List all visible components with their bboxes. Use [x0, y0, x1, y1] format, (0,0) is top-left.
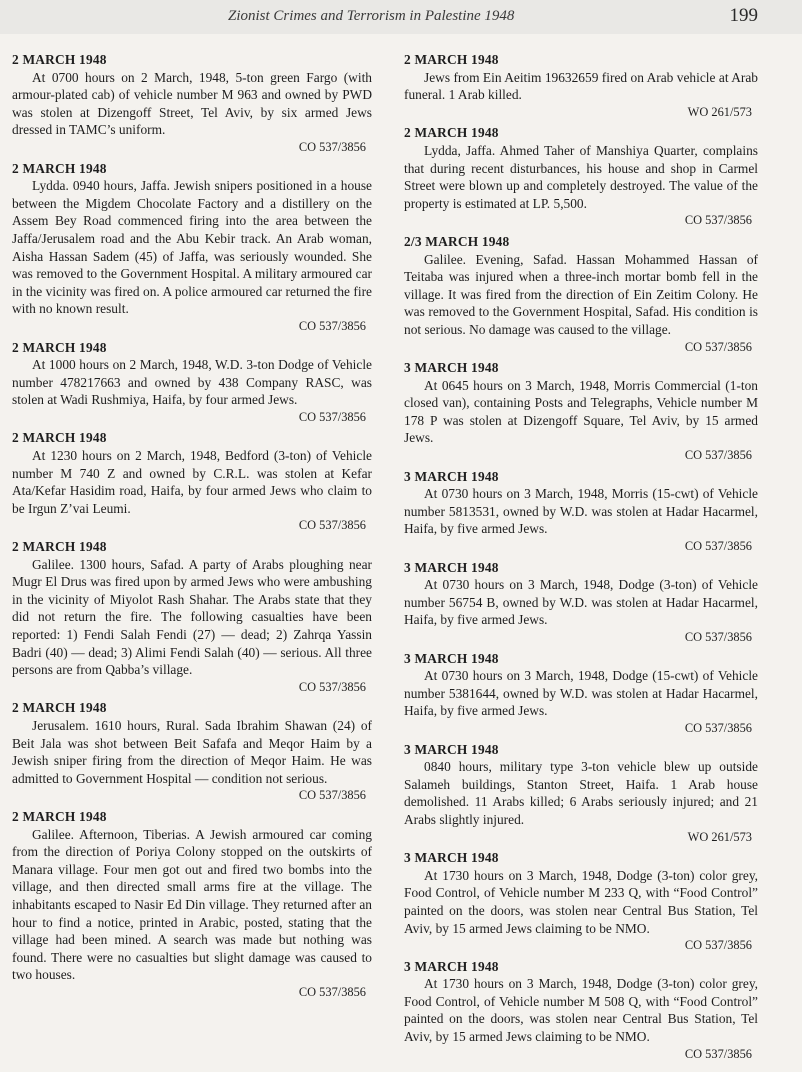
entry [12, 429, 372, 535]
entry-date: 2 MARCH 1948 [12, 430, 107, 446]
entry-reference: CO 537/3856 [298, 518, 366, 533]
entry-date: 2 MARCH 1948 [404, 125, 499, 141]
entry-reference: CO 537/3856 [684, 938, 752, 953]
entry [12, 160, 372, 336]
entry [404, 124, 758, 230]
entry-reference: CO 537/3856 [684, 339, 752, 354]
entry-date: 2 MARCH 1948 [12, 539, 107, 555]
entry [404, 849, 758, 955]
entry [12, 339, 372, 427]
entry-text: At 0730 hours on 3 March, 1948, Dodge (15-cwt) of Vehicle number 5381644, owned by W.D. was stolen at Hadar Hacarmel, Haifa, by five armed Jews. [404, 668, 758, 719]
entry-text: Lydda. 0940 hours, Jaffa. Jewish snipers positioned in a house between the Migdem Chocolate Factory and a distillery on the Assem Bey Road commenced firing into the area between the Jaffa/Jerusalem road and the Abu Kebir track. An Arab woman, Aisha Hassan Sadem (45) of Jaffa, was seriously wounded. She was removed to the Government Hospital. A military armoured car in the vicinity was fired on. A police armoured car returned the fire with no known result. [12, 178, 372, 317]
entry-reference: CO 537/3856 [684, 539, 752, 554]
entry [404, 468, 758, 556]
entry-text: Jerusalem. 1610 hours, Rural. Sada Ibrahim Shawan (24) of Beit Jala was shot between Beit Safafa and Meqor Haim by a Jewish sniper firing from the direction of Meqor Haim. He was admitted to Government Hospital — condition not serious. [12, 717, 372, 786]
entry [404, 359, 758, 465]
entry-date: 2 MARCH 1948 [12, 700, 107, 716]
entry-date: 3 MARCH 1948 [404, 850, 499, 866]
entry [404, 233, 758, 356]
entry-date: 2 MARCH 1948 [12, 160, 107, 176]
entry-reference: CO 537/3856 [684, 1046, 752, 1061]
entry-text: At 0645 hours on 3 March, 1948, Morris Commercial (1-ton closed van), containing Posts and Telegraphs, Vehicle number M 178 P was stolen at Dizengoff Square, Tel Aviv, by 15 armed Jews. [404, 377, 758, 446]
page-number: 199 [729, 5, 758, 26]
entry [404, 958, 758, 1064]
entry-date: 2/3 MARCH 1948 [404, 233, 510, 249]
entry [404, 741, 758, 847]
entry-text: At 0730 hours on 3 March, 1948, Morris (15-cwt) of Vehicle number 5813531, owned by W.D. was stolen at Hadar Hacarmel, Haifa, by five armed Jews. [404, 486, 758, 537]
entry [12, 699, 372, 805]
entry-text: Galilee. Afternoon, Tiberias. A Jewish armoured car coming from the direction of Poriya Colony stopped on the outskirts of Manara village. Four men got out and fired two bombs into the village, and then directed small arms fire at the village. The inhabitants escaped to Nasir Ed Din village. They returned after an hour to find a notice, printed in Arabic, posted, stating that the village had been mined. A search was made but nothing was found. There were no casualties but slight damage was caused to two houses. [12, 826, 372, 983]
entry-text: At 1000 hours on 2 March, 1948, W.D. 3-ton Dodge of Vehicle number 478217663 and owned by 438 Company RASC, was stolen at Wadi Rushmiya, Haifa, by four armed Jews. [12, 357, 372, 408]
entry-text: At 0730 hours on 3 March, 1948, Dodge (3-ton) of Vehicle number 56754 B, owned by W.D. was stolen at Hadar Hacarmel, Haifa, by five armed Jews. [404, 577, 758, 628]
entry-date: 3 MARCH 1948 [404, 650, 499, 666]
entry-reference: CO 537/3856 [684, 213, 752, 228]
entry-date: 2 MARCH 1948 [12, 52, 107, 67]
entry-date: 2 MARCH 1948 [12, 808, 107, 824]
entry-text: Lydda, Jaffa. Ahmed Taher of Manshiya Quarter, complains that during recent disturbances, his house and shop in Carmel Street were blown up and completely destroyed. The value of the property is estimated at LP. 5,500. [404, 142, 758, 211]
entry-text: At 0700 hours on 2 March, 1948, 5-ton green Fargo (with armour-plated cab) of vehicle number M 963 and owned by PWD was stolen at Dizengoff Street, Tel Aviv, by six armed Jews dressed in TAMC’s uniform. [12, 69, 372, 138]
entry-reference: CO 537/3856 [684, 630, 752, 644]
entry-date: 3 MARCH 1948 [404, 741, 499, 757]
running-title: Zionist Crimes and Terrorism in Palestine 1948 [228, 8, 515, 24]
entry-date: 3 MARCH 1948 [404, 958, 499, 974]
entry-reference: CO 537/3856 [298, 409, 366, 424]
entry-date: 3 MARCH 1948 [404, 468, 499, 484]
entry-reference: CO 537/3856 [298, 984, 366, 999]
right-column [404, 51, 758, 1066]
entry-reference: CO 537/3856 [684, 720, 752, 735]
entry-text: At 1730 hours on 3 March, 1948, Dodge (3-ton) color grey, Food Control, of Vehicle number M 233 Q, with “Food Control” painted on the doors, was stolen near Central Bus Station, Tel Aviv, by 15 armed Jews claiming to be NMO. [404, 867, 758, 936]
entry-text: 0840 hours, military type 3-ton vehicle blew up outside Salameh buildings, Stanton Street, Haifa. 1 Arab house demolished. 11 Arabs killed; 6 Arabs seriously injured; and 21 Arabs slightly injured. [404, 759, 758, 827]
entry-text: Galilee. Evening, Safad. Hassan Mohammed Hassan of Teitaba was injured when a three-inch mortar bomb fell in the village. It was fired from the direction of Ein Zeitim Colony. He was removed to the Government Hospital, Safad. His condition is not serious. No damage was caused to the village. [404, 251, 758, 337]
entry-reference: CO 537/3856 [298, 139, 366, 154]
entry-text: Jews from Ein Aeitim 19632659 fired on Arab vehicle at Arab funeral. 1 Arab killed. [404, 69, 758, 103]
entry-reference: WO 261/573 [687, 829, 752, 844]
entry [12, 51, 372, 157]
entry-text: At 1230 hours on 2 March, 1948, Bedford (3-ton) of Vehicle number M 740 Z and owned by C.R.L. was stolen at Kefar Ata/Kefar Hasidim road, Haifa, by four armed Jews who claim to be Irgun Z’vai Leumi. [12, 448, 372, 516]
entry-reference: WO 261/573 [687, 104, 752, 119]
entry-text: Galilee. 1300 hours, Safad. A party of Arabs ploughing near Mugr El Drus was fired upon by armed Jews who were ambushing in the vicinity of Miyolot Rash Shahar. The Arabs state that they did not return the fire. The following casualties have been reported: 1) Fendi Salah Fendi (27) — dead; 2) Zahrqa Yassin Badri (40) — dead; 3) Alimi Fendi Salah (40) — serious. All three persons are from Qabba’s village. [12, 556, 372, 678]
entry [404, 51, 758, 121]
entry-text: At 1730 hours on 3 March, 1948, Dodge (3-ton) color grey, Food Control, of Vehicle number M 508 Q, with “Food Control” painted on the doors, was stolen near Central Bus Station, Tel Aviv, by 15 armed Jews claiming to be NMO. [404, 976, 758, 1045]
entry-reference: CO 537/3856 [298, 679, 366, 694]
entry [404, 559, 758, 647]
page-header [0, 0, 802, 34]
left-column [12, 51, 372, 1004]
entry [12, 538, 372, 696]
entry-reference: CO 537/3856 [298, 318, 366, 333]
entry-date: 2 MARCH 1948 [12, 339, 107, 355]
entry-reference: CO 537/3856 [684, 448, 752, 463]
entry-date: 3 MARCH 1948 [404, 360, 499, 376]
entry [404, 650, 758, 738]
entry [12, 808, 372, 1002]
entry-date: 3 MARCH 1948 [404, 559, 499, 575]
entry-reference: CO 537/3856 [298, 788, 366, 803]
entry-date: 2 MARCH 1948 [404, 52, 499, 67]
